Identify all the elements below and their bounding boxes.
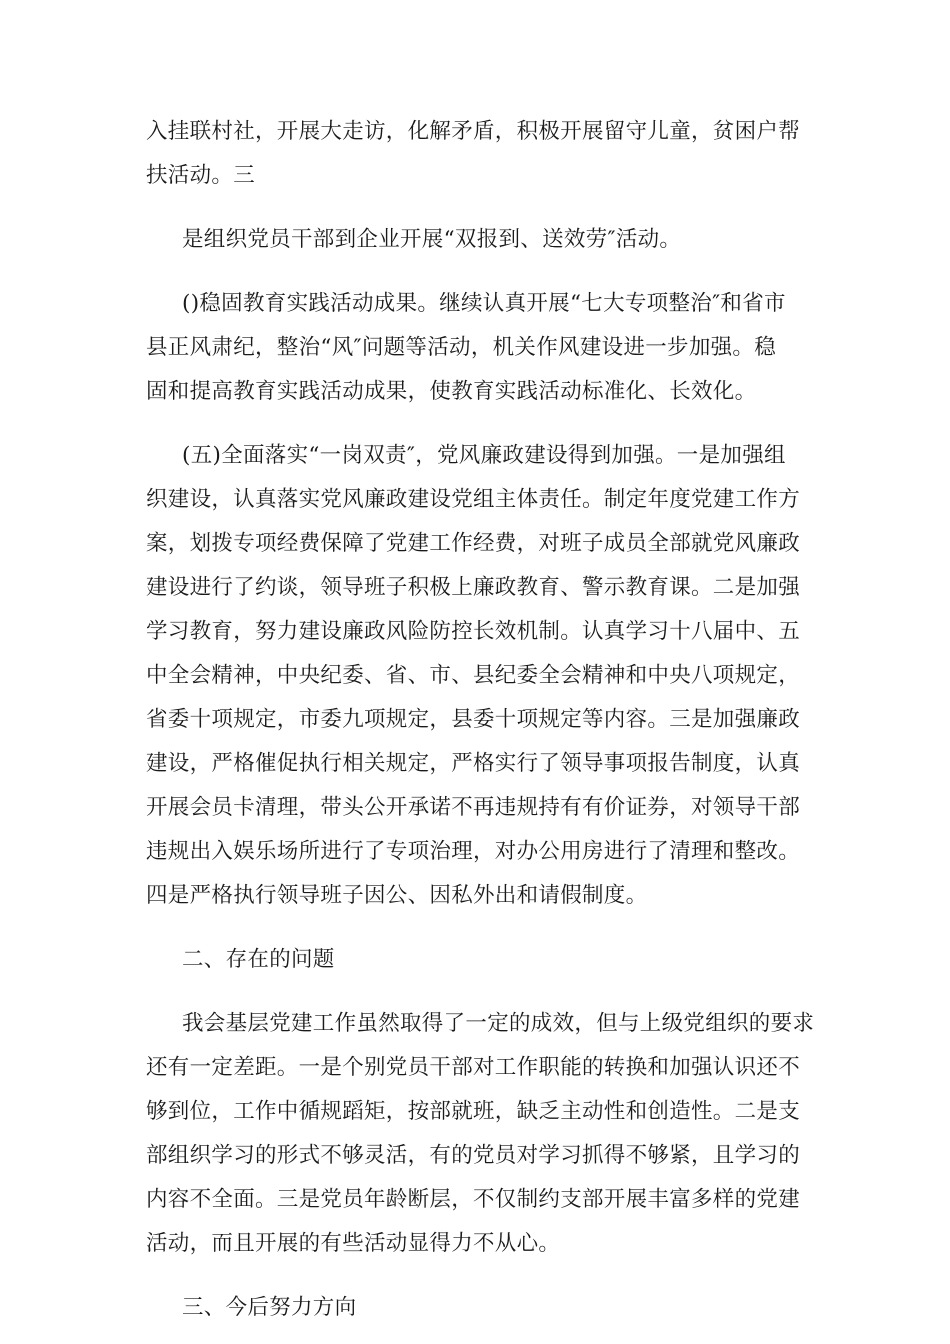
text-line: 开展会员卡清理，带头公开承诺不再违规持有有价证券，对领导干部 bbox=[146, 795, 801, 820]
text-line: 部组织学习的形式不够灵活，有的党员对学习抓得不够紧，且学习的 bbox=[146, 1143, 801, 1168]
paragraph-3 bbox=[146, 282, 806, 414]
paragraph-5 bbox=[146, 1002, 815, 1266]
text-line: 二、存在的问题 bbox=[182, 947, 335, 972]
text-line: 内容不全面。三是党员年龄断层，不仅制约支部开展丰富多样的党建 bbox=[146, 1187, 801, 1212]
text-line: 案，划拨专项经费保障了党建工作经费，对班子成员全部就党风廉政 bbox=[146, 531, 801, 556]
text-line: ()稳固教育实践活动成果。继续认真开展“七大专项整治″和省市 bbox=[182, 291, 786, 316]
text-line: 学习教育，努力建设廉政风险防控长效机制。认真学习十八届中、五 bbox=[146, 619, 801, 644]
text-line: (五)全面落实“一岗双责″，党风廉政建设得到加强。一是加强组 bbox=[182, 443, 786, 468]
section-heading-direction bbox=[146, 1286, 806, 1330]
paragraph-4 bbox=[146, 434, 806, 918]
text-line: 够到位，工作中循规蹈矩，按部就班，缺乏主动性和创造性。二是支 bbox=[146, 1099, 801, 1124]
paragraph-2 bbox=[146, 218, 806, 262]
text-line: 我会基层党建工作虽然取得了一定的成效，但与上级党组织的要求 bbox=[182, 1011, 815, 1036]
text-line: 固和提高教育实践活动成果，使教育实践活动标准化、长效化。 bbox=[146, 379, 757, 404]
text-line: 扶活动。三 bbox=[146, 163, 256, 188]
text-line: 县正风肃纪，整治“风″问题等活动，机关作风建设进一步加强。稳 bbox=[146, 335, 777, 360]
paragraph-1 bbox=[146, 110, 806, 198]
text-line: 建设进行了约谈，领导班子积极上廉政教育、警示教育课。二是加强 bbox=[146, 575, 801, 600]
text-line: 省委十项规定，市委九项规定，县委十项规定等内容。三是加强廉政 bbox=[146, 707, 801, 732]
text-line: 四是严格执行领导班子因公、因私外出和请假制度。 bbox=[146, 883, 648, 908]
text-line: 是组织党员干部到企业开展“双报到、送效劳″活动。 bbox=[182, 227, 682, 252]
text-line: 违规出入娱乐场所进行了专项治理，对办公用房进行了清理和整改。 bbox=[146, 839, 801, 864]
text-line: 入挂联村社，开展大走访，化解矛盾，积极开展留守儿童，贫困户帮 bbox=[146, 119, 801, 144]
section-heading-problems bbox=[146, 938, 806, 982]
text-line: 织建设，认真落实党风廉政建设党组主体责任。制定年度党建工作方 bbox=[146, 487, 801, 512]
text-line: 活动，而且开展的有些活动显得力不从心。 bbox=[146, 1231, 561, 1256]
document-page bbox=[146, 110, 815, 1330]
text-line: 三、今后努力方向 bbox=[182, 1295, 357, 1320]
text-line: 建设，严格催促执行相关规定，严格实行了领导事项报告制度，认真 bbox=[146, 751, 801, 776]
text-line: 中全会精神，中央纪委、省、市、县纪委全会精神和中央八项规定， bbox=[146, 663, 801, 688]
text-line: 还有一定差距。一是个别党员干部对工作职能的转换和加强认识还不 bbox=[146, 1055, 801, 1080]
